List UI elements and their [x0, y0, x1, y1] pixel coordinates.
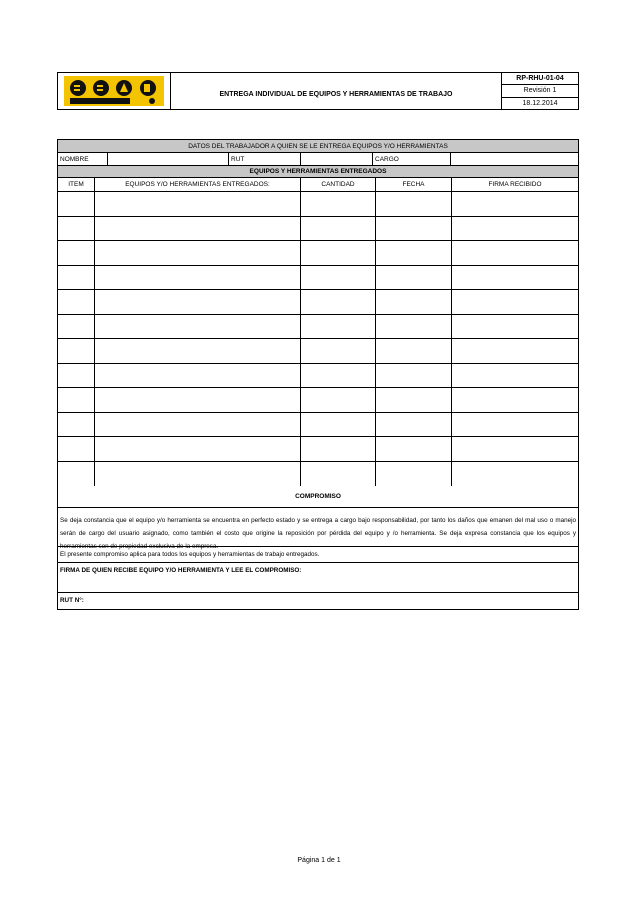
table-row	[58, 290, 578, 315]
item-cell[interactable]	[58, 339, 95, 363]
table-row	[58, 266, 578, 291]
signature-field[interactable]: FIRMA DE QUIEN RECIBE EQUIPO Y/O HERRAMIENTA Y LEE EL COMPROMISO:	[58, 563, 578, 593]
document-revision: Revisión 1	[502, 85, 578, 97]
rut-label: RUT	[229, 153, 301, 165]
date-cell[interactable]	[376, 290, 452, 314]
col-item: ITEM	[58, 178, 95, 191]
item-cell[interactable]	[58, 290, 95, 314]
date-cell[interactable]	[376, 241, 452, 265]
item-cell[interactable]	[58, 217, 95, 241]
date-cell[interactable]	[376, 339, 452, 363]
equipment-cell[interactable]	[95, 315, 301, 339]
table-row	[58, 241, 578, 266]
table-row	[58, 217, 578, 242]
quantity-cell[interactable]	[301, 339, 376, 363]
col-quantity: CANTIDAD	[301, 178, 376, 191]
signature-cell[interactable]	[452, 388, 578, 412]
date-cell[interactable]	[376, 437, 452, 461]
company-logo	[58, 73, 171, 109]
table-row	[58, 339, 578, 364]
date-cell[interactable]	[376, 192, 452, 216]
presente-text: El presente compromiso aplica para todos los equipos y herramientas de trabajo entregados.	[58, 547, 578, 563]
col-signature: FIRMA RECIBIDO	[488, 181, 542, 188]
signature-cell[interactable]	[452, 315, 578, 339]
item-cell[interactable]	[58, 241, 95, 265]
table-header-row	[58, 178, 578, 192]
date-cell[interactable]	[376, 266, 452, 290]
date-cell[interactable]	[376, 315, 452, 339]
signature-cell[interactable]	[452, 437, 578, 461]
signature-cell[interactable]	[452, 266, 578, 290]
nombre-field[interactable]	[108, 153, 229, 165]
signature-cell[interactable]	[452, 364, 578, 388]
item-cell[interactable]	[58, 315, 95, 339]
date-cell[interactable]	[376, 217, 452, 241]
delivery-form	[57, 139, 579, 610]
item-cell[interactable]	[58, 364, 95, 388]
document-meta	[502, 73, 578, 109]
quantity-cell[interactable]	[301, 217, 376, 241]
signature-cell[interactable]	[452, 290, 578, 314]
cargo-field[interactable]	[451, 153, 578, 165]
worker-section-title: DATOS DEL TRABAJADOR A QUIEN SE LE ENTREGA EQUIPOS Y/O HERRAMIENTAS	[58, 140, 578, 153]
document-header	[57, 72, 579, 110]
item-cell[interactable]	[58, 192, 95, 216]
table-row	[58, 315, 578, 340]
worker-info-row	[58, 153, 578, 166]
equipment-cell[interactable]	[95, 388, 301, 412]
quantity-cell[interactable]	[301, 192, 376, 216]
quantity-cell[interactable]	[301, 266, 376, 290]
document-code: RP-RHU-01-04	[502, 73, 578, 85]
signature-cell[interactable]	[452, 413, 578, 437]
date-cell[interactable]	[376, 413, 452, 437]
table-row	[58, 192, 578, 217]
equipment-cell[interactable]	[95, 290, 301, 314]
rut-field[interactable]	[301, 153, 373, 165]
signature-cell[interactable]	[452, 217, 578, 241]
equipment-cell[interactable]	[95, 339, 301, 363]
equipment-section-title: EQUIPOS Y HERRAMIENTAS ENTREGADOS	[58, 166, 578, 178]
quantity-cell[interactable]	[301, 388, 376, 412]
quantity-cell[interactable]	[301, 462, 376, 487]
item-cell[interactable]	[58, 437, 95, 461]
item-cell[interactable]	[58, 388, 95, 412]
quantity-cell[interactable]	[301, 241, 376, 265]
quantity-cell[interactable]	[301, 364, 376, 388]
item-cell[interactable]	[58, 413, 95, 437]
col-equipment: EQUIPOS Y/O HERRAMIENTAS ENTREGADOS:	[95, 178, 301, 191]
document-date: 18.12.2014	[522, 99, 558, 107]
item-cell[interactable]	[58, 462, 95, 487]
equipment-cell[interactable]	[95, 462, 301, 487]
quantity-cell[interactable]	[301, 290, 376, 314]
date-cell[interactable]	[376, 388, 452, 412]
table-row	[58, 413, 578, 438]
signature-cell[interactable]	[452, 462, 578, 487]
document-title: ENTREGA INDIVIDUAL DE EQUIPOS Y HERRAMIENTAS DE TRABAJO	[171, 73, 502, 109]
table-row	[58, 364, 578, 389]
equipment-cell[interactable]	[95, 413, 301, 437]
table-row	[58, 437, 578, 462]
table-row	[58, 388, 578, 413]
precision-alemana-logo	[64, 76, 164, 106]
col-date: FECHA	[376, 178, 452, 191]
cargo-label: CARGO	[373, 153, 451, 165]
equipment-cell[interactable]	[95, 217, 301, 241]
signature-cell[interactable]	[452, 192, 578, 216]
quantity-cell[interactable]	[301, 437, 376, 461]
page-number: Página 1 de 1	[297, 857, 341, 864]
equipment-cell[interactable]	[95, 192, 301, 216]
table-row	[58, 462, 578, 487]
nombre-label: NOMBRE	[58, 153, 108, 165]
equipment-cell[interactable]	[95, 364, 301, 388]
equipment-cell[interactable]	[95, 266, 301, 290]
signature-cell[interactable]	[452, 339, 578, 363]
compromiso-title: COMPROMISO	[58, 486, 578, 508]
compromiso-text: Se deja constancia que el equipo y/o herramienta se encuentra en perfecto estado y se entrega a cargo bajo responsabilidad, por tanto los daños que emanen del mal uso o manejo serán de cargo del usuario asignado, como también el costo que origine la reposición por pérdida del equipo y /o herramienta. Se deja expresa constancia que los equipos y herramientas son de propiedad exclusiva de la empresa.	[58, 508, 578, 547]
date-cell[interactable]	[376, 462, 452, 487]
quantity-cell[interactable]	[301, 315, 376, 339]
signature-cell[interactable]	[452, 241, 578, 265]
quantity-cell[interactable]	[301, 413, 376, 437]
equipment-cell[interactable]	[95, 241, 301, 265]
item-rows	[58, 192, 578, 486]
equipment-cell[interactable]	[95, 437, 301, 461]
rut-number-field[interactable]: RUT N°:	[60, 597, 84, 604]
item-cell[interactable]	[58, 266, 95, 290]
date-cell[interactable]	[376, 364, 452, 388]
